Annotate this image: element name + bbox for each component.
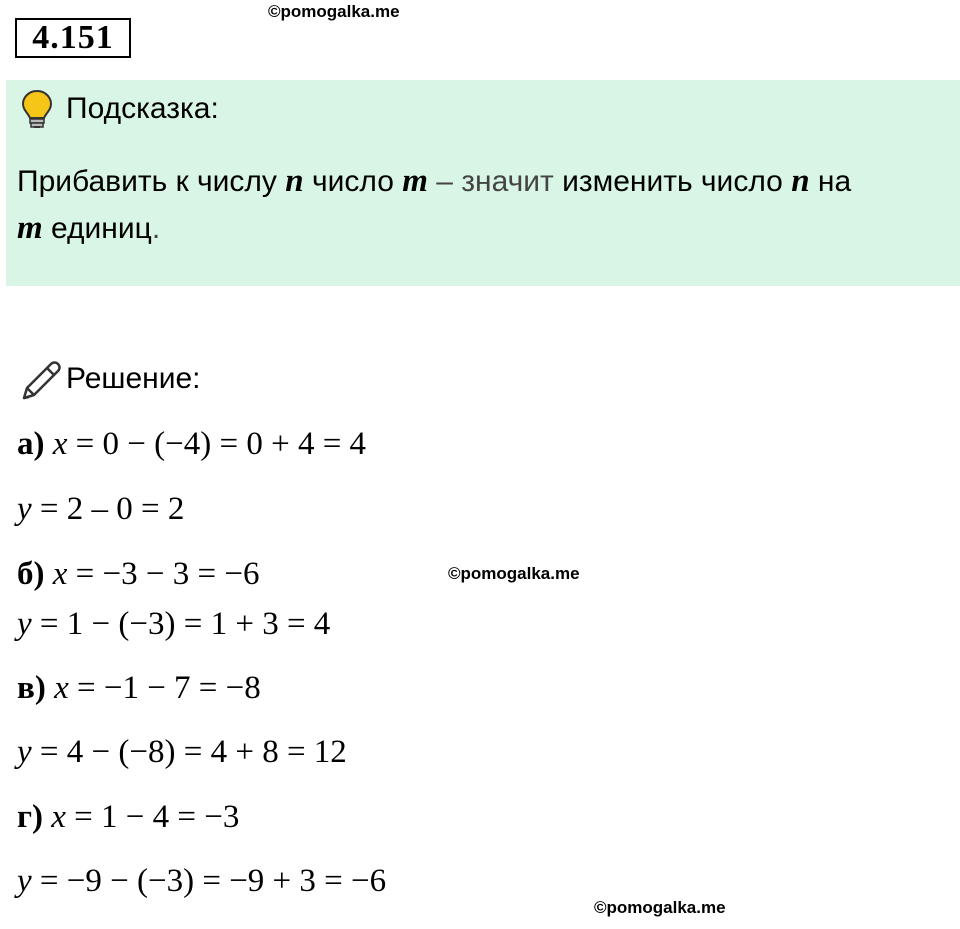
watermark-middle: ©pomogalka.me — [448, 564, 580, 583]
hint-title: Подсказка: — [66, 92, 219, 125]
pencil-icon — [18, 358, 64, 404]
solution-line-v-y: y = 4 − (−8) = 4 + 8 = 12 — [17, 734, 347, 770]
solution-line-g-x: г) x = 1 − 4 = −3 — [17, 799, 240, 835]
lightbulb-icon — [20, 88, 54, 130]
solution-line-g-y: y = −9 − (−3) = −9 + 3 = −6 — [17, 863, 387, 899]
hint-text: Прибавить к числу n число m – значит изменить число n на m единиц. — [17, 163, 852, 246]
solution-line-b-x: б) x = −3 − 3 = −6 — [17, 556, 260, 592]
solution-line-b-y: y = 1 − (−3) = 1 + 3 = 4 — [17, 606, 331, 642]
watermark-bottom: ©pomogalka.me — [594, 898, 726, 917]
solution-title: Решение: — [66, 362, 201, 395]
solution-line-a-y: y = 2 – 0 = 2 — [17, 491, 185, 527]
solution-line-v-x: в) x = −1 − 7 = −8 — [17, 670, 261, 706]
watermark-top: ©pomogalka.me — [268, 2, 400, 21]
solution-line-a-x: а) x = 0 − (−4) = 0 + 4 = 4 — [17, 426, 367, 462]
problem-number: 4.151 — [15, 18, 131, 58]
